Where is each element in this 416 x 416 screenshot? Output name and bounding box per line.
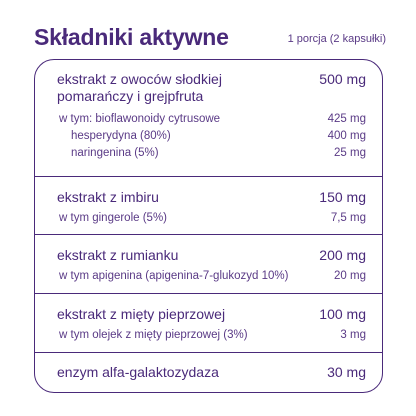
sub-ingredient-amount: 25 mg	[334, 147, 366, 159]
ingredient-alpha-galactosidase	[35, 364, 382, 381]
ingredient-amount: 150 mg	[319, 189, 366, 205]
sub-ingredient-amount: 3 mg	[340, 329, 366, 341]
ingredient-orange-grapefruit	[35, 71, 382, 159]
sub-ingredient-amount: 20 mg	[334, 270, 366, 282]
ingredient-name-line1: ekstrakt z owoców słodkiej	[57, 71, 222, 87]
sub-ingredient-name: w tym: bioflawonoidy cytrusowe	[59, 113, 221, 125]
sub-ingredient-name: naringenina (5%)	[71, 147, 159, 159]
page-title: Składniki aktywne	[34, 24, 229, 50]
ingredient-chamomile	[35, 247, 382, 282]
ingredient-amount: 500 mg	[319, 71, 366, 87]
section-divider	[35, 176, 382, 177]
ingredient-name-line2: pomarańczy i grejpfruta	[57, 88, 204, 104]
ingredient-name: ekstrakt z mięty pieprzowej	[57, 306, 226, 322]
ingredient-ginger	[35, 189, 382, 224]
sub-ingredient-name: hesperydyna (80%)	[71, 130, 171, 142]
ingredient-amount: 200 mg	[319, 247, 366, 263]
sub-ingredient-amount: 425 mg	[327, 113, 366, 125]
ingredients-table	[34, 59, 383, 393]
section-divider	[35, 293, 382, 294]
serving-size: 1 porcja (2 kapsułki)	[287, 33, 386, 45]
ingredient-amount: 100 mg	[319, 306, 366, 322]
sub-ingredient-amount: 7,5 mg	[330, 212, 366, 224]
section-divider	[35, 352, 382, 353]
ingredient-name: ekstrakt z imbiru	[57, 189, 159, 205]
sub-ingredient-name: w tym apigenina (apigenina-7-glukozyd 10%)	[59, 270, 289, 282]
section-divider	[35, 234, 382, 235]
ingredient-amount: 30 mg	[327, 364, 366, 380]
ingredient-name: enzym alfa-galaktozydaza	[57, 364, 219, 380]
sub-ingredient-name: w tym gingerole (5%)	[59, 212, 168, 224]
ingredient-name	[57, 71, 222, 105]
sub-ingredient-name: w tym olejek z mięty pieprzowej (3%)	[59, 329, 248, 341]
ingredient-peppermint	[35, 306, 382, 341]
ingredient-name: ekstrakt z rumianku	[57, 247, 179, 263]
sub-ingredient-amount: 400 mg	[327, 130, 366, 142]
